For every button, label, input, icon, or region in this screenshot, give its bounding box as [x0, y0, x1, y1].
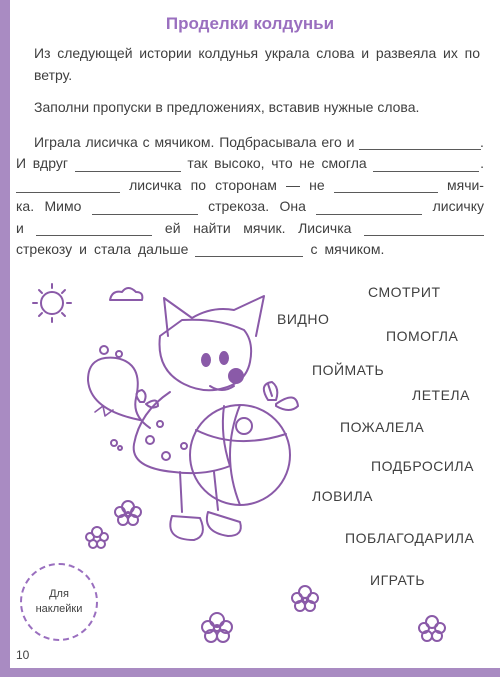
story-word: Она	[279, 198, 306, 215]
page-title: Проделки колдуньи	[165, 14, 335, 33]
story-word: ка.	[16, 198, 35, 215]
fox-tail	[88, 358, 150, 428]
story-word: лисичку	[432, 198, 484, 215]
story-word: —	[286, 176, 301, 193]
fox-head	[160, 296, 265, 390]
story-word: смогла	[321, 155, 367, 172]
flower-icon	[115, 501, 141, 525]
page-number: 10	[16, 648, 30, 662]
story-word: стрекозу	[16, 241, 73, 258]
cloud-icon	[110, 288, 142, 300]
story-word: мячи-	[446, 176, 484, 193]
story-word: не	[309, 176, 325, 193]
story-word: мячик.	[243, 219, 286, 236]
story-word: Играла	[34, 134, 81, 150]
word-poymat: ПОЙМАТЬ	[312, 362, 385, 378]
fox-shoe	[170, 516, 203, 540]
story-word: найти	[193, 219, 231, 236]
story-word: ей	[164, 219, 181, 236]
story-word: дальше	[138, 241, 189, 258]
story-word: высоко,	[214, 155, 265, 172]
story-word: с	[310, 241, 318, 258]
task-text: Заполни пропуски в предложениях, вставив нужные слова.	[34, 99, 420, 115]
story-word: с	[142, 134, 150, 150]
flower-icon	[292, 586, 318, 611]
story-word: мячиком.	[154, 134, 215, 150]
sun-icon	[33, 284, 71, 322]
sticker-label-1: Для	[49, 588, 69, 600]
fox-shoe	[207, 512, 241, 536]
story-punct: .	[480, 134, 484, 150]
story-word: стрекоза.	[208, 198, 270, 215]
word-smotrit: СМОТРИТ	[368, 284, 441, 300]
story-word: Мимо	[44, 198, 82, 215]
story-word: так	[187, 155, 208, 172]
story-word: и	[346, 134, 355, 150]
story-word: и	[16, 219, 24, 236]
word-igrat: ИГРАТЬ	[370, 572, 426, 588]
word-poblagodarila: ПОБЛАГОДАРИЛА	[345, 530, 475, 546]
word-letela: ЛЕТЕЛА	[412, 387, 470, 403]
story-word: сторонам	[215, 176, 277, 193]
word-vidno: ВИДНО	[277, 311, 330, 327]
word-lovila: ЛОВИЛА	[312, 488, 374, 504]
story-word: Подбрасывала	[219, 134, 317, 150]
story-word: и	[79, 241, 87, 258]
story-word: его	[321, 134, 342, 150]
flower-icon	[202, 613, 232, 642]
story-word: мячиком.	[324, 241, 385, 258]
sticker-placeholder	[20, 563, 98, 641]
flower-icon	[419, 616, 445, 641]
story-word: не	[299, 155, 315, 172]
sticker-label-2: наклейки	[35, 603, 83, 615]
story-word: что	[271, 155, 293, 172]
story-word: Лисичка	[298, 219, 352, 236]
intro-text: Из следующей истории колдунья украла слова и развеяла их по ветру.	[34, 45, 480, 83]
ball	[190, 405, 290, 505]
word-pomogla: ПОМОГЛА	[386, 328, 459, 344]
fox-legs	[180, 472, 218, 512]
story-word: лисичка	[129, 176, 182, 193]
butterfly-icon	[264, 382, 298, 410]
story-word: И	[16, 155, 27, 172]
story-word: стала	[94, 241, 131, 258]
fox-body	[134, 392, 230, 473]
word-pozhalela: ПОЖАЛЕЛА	[340, 419, 425, 435]
story-punct: .	[480, 155, 484, 172]
story-word: лисичка	[85, 134, 138, 150]
word-podbrosila: ПОДБРОСИЛА	[371, 458, 474, 474]
story-word: вдруг	[32, 155, 68, 172]
story-word: по	[190, 176, 206, 193]
flower-icon	[86, 527, 108, 548]
